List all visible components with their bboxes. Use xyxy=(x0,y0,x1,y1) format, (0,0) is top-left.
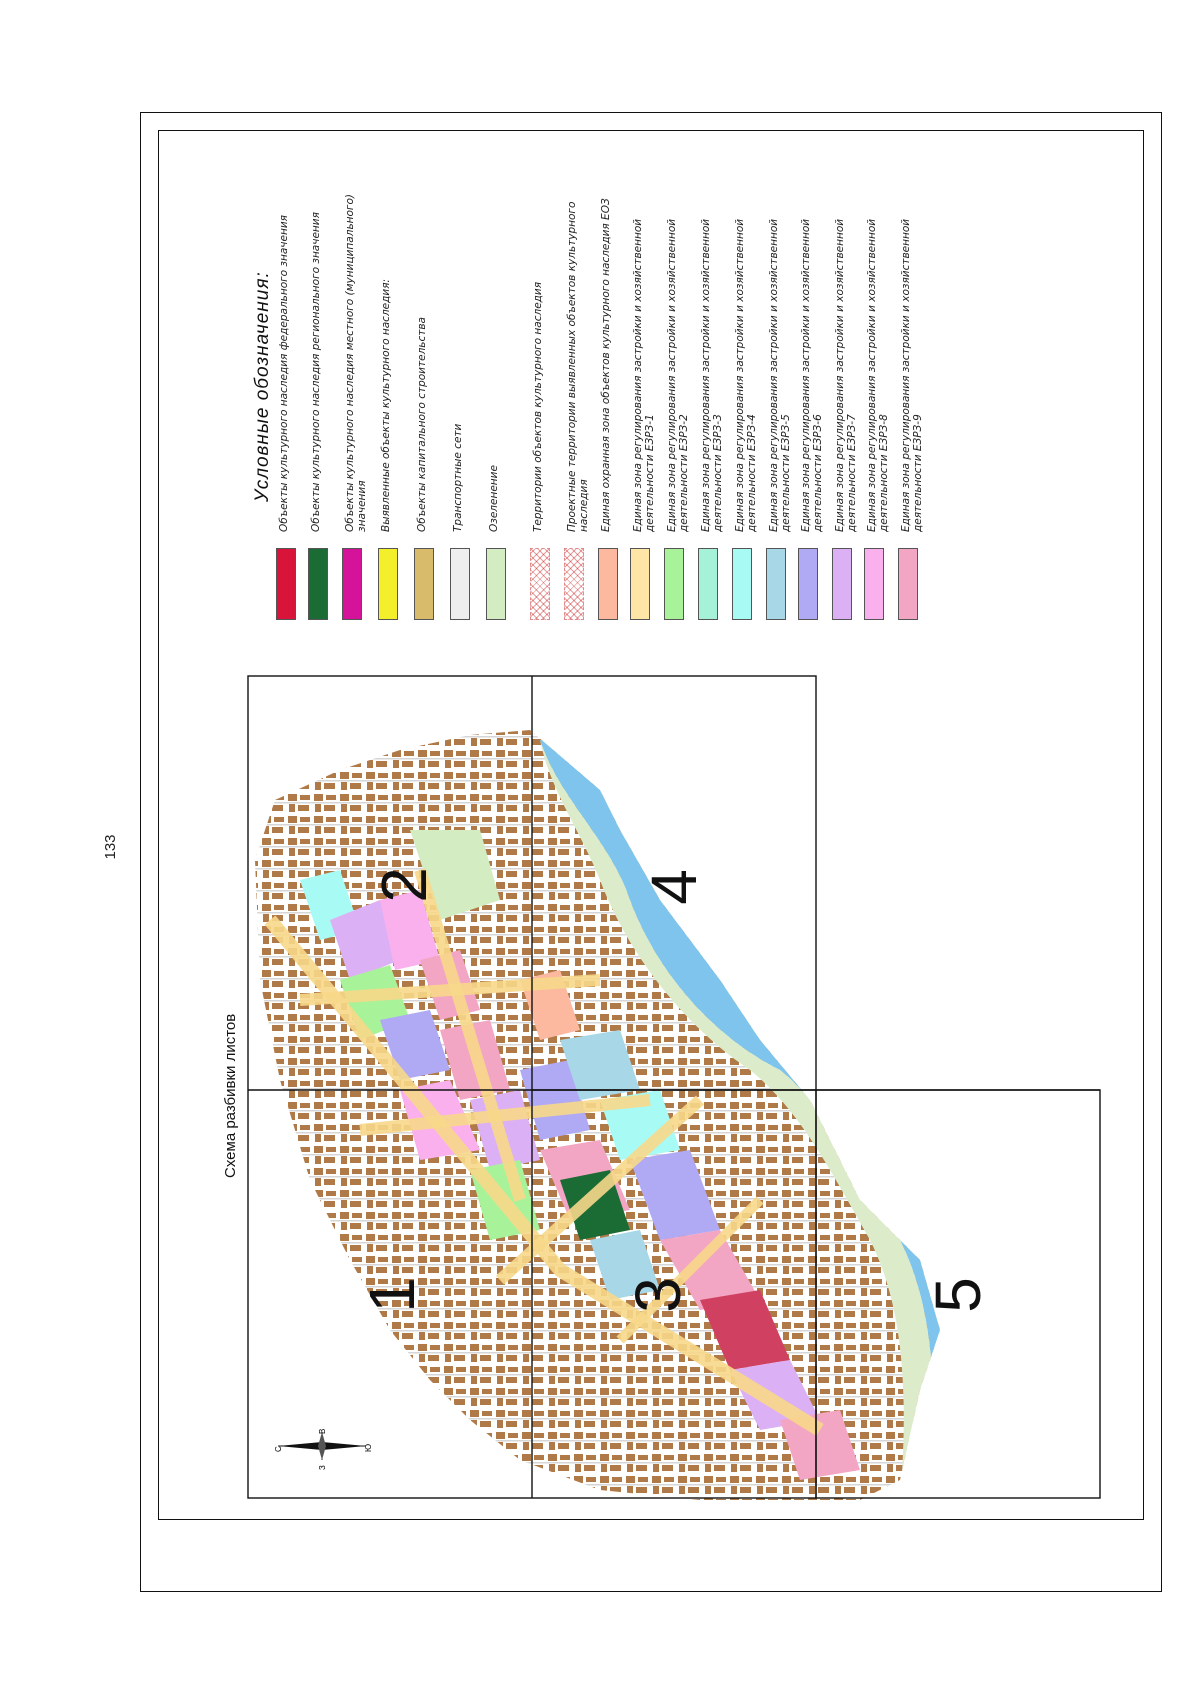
legend-swatch xyxy=(276,548,296,620)
legend-label: Единая зона регулирования застройки и хозяйственной деятельности ЕЗРЗ-9 xyxy=(900,218,924,532)
legend-label: Единая зона регулирования застройки и хозяйственной деятельности ЕЗРЗ-4 xyxy=(734,218,758,532)
legend-swatch xyxy=(630,548,650,620)
legend-label: Транспортные сети xyxy=(452,423,464,532)
legend-label: Единая охранная зона объектов культурного наследия ЕОЗ xyxy=(600,198,612,532)
legend-swatch xyxy=(898,548,918,620)
legend-swatch-hatched xyxy=(530,548,550,620)
legend-swatch xyxy=(450,548,470,620)
legend-label: Объекты культурного наследия местного (муниципального) значения xyxy=(344,194,368,532)
sheet-number-4: 4 xyxy=(638,869,710,905)
legend-label: Территории объектов культурного наследия xyxy=(532,281,544,532)
legend-swatch xyxy=(486,548,506,620)
legend-swatch xyxy=(598,548,618,620)
legend-swatch xyxy=(378,548,398,620)
legend-swatch xyxy=(798,548,818,620)
legend-swatch xyxy=(308,548,328,620)
legend-label: Единая зона регулирования застройки и хозяйственной деятельности ЕЗРЗ-6 xyxy=(800,218,824,532)
legend-swatch xyxy=(766,548,786,620)
legend-swatch-hatched xyxy=(564,548,584,620)
sheet-number-2: 2 xyxy=(368,867,440,903)
legend-label: Объекты культурного наследия регионального значения xyxy=(310,212,322,532)
legend-label: Единая зона регулирования застройки и хозяйственной деятельности ЕЗРЗ-7 xyxy=(834,218,858,532)
compass-w-label: З xyxy=(318,1465,327,1470)
legend-label: Единая зона регулирования застройки и хозяйственной деятельности ЕЗРЗ-8 xyxy=(866,218,890,532)
legend-label: Проектные территории выявленных объектов культурного наследия xyxy=(566,201,590,532)
legend-label: Объекты культурного наследия федерального значения xyxy=(278,215,290,532)
legend-swatch xyxy=(832,548,852,620)
scheme-title: Схема разбивки листов xyxy=(222,1013,239,1178)
legend-label: Объекты капитального строительства xyxy=(416,317,428,532)
compass-icon xyxy=(278,1432,366,1460)
page-number: 133 xyxy=(102,834,119,860)
legend-label: Единая зона регулирования застройки и хозяйственной деятельности ЕЗРЗ-1 xyxy=(632,218,656,532)
legend-swatch xyxy=(732,548,752,620)
legend-title: Условные обозначения: xyxy=(252,271,273,502)
compass-s-label: Ю xyxy=(364,1443,373,1452)
city-map xyxy=(240,720,980,1520)
legend-swatch xyxy=(698,548,718,620)
legend-label: Единая зона регулирования застройки и хозяйственной деятельности ЕЗРЗ-2 xyxy=(666,218,690,532)
legend-swatch xyxy=(414,548,434,620)
sheet-number-1: 1 xyxy=(356,1277,428,1313)
legend-label: Единая зона регулирования застройки и хозяйственной деятельности ЕЗРЗ-3 xyxy=(700,218,724,532)
compass-e-label: В xyxy=(318,1428,327,1434)
sheet-number-3: 3 xyxy=(622,1277,694,1313)
legend-label: Выявленные объекты культурного наследия: xyxy=(380,278,392,532)
legend-swatch xyxy=(342,548,362,620)
compass-n-label: С xyxy=(274,1446,283,1452)
legend-label: Озеленение xyxy=(488,465,500,532)
legend-label: Единая зона регулирования застройки и хозяйственной деятельности ЕЗРЗ-5 xyxy=(768,218,792,532)
sheet-number-5: 5 xyxy=(922,1277,994,1313)
legend-swatch xyxy=(864,548,884,620)
legend-swatch xyxy=(664,548,684,620)
